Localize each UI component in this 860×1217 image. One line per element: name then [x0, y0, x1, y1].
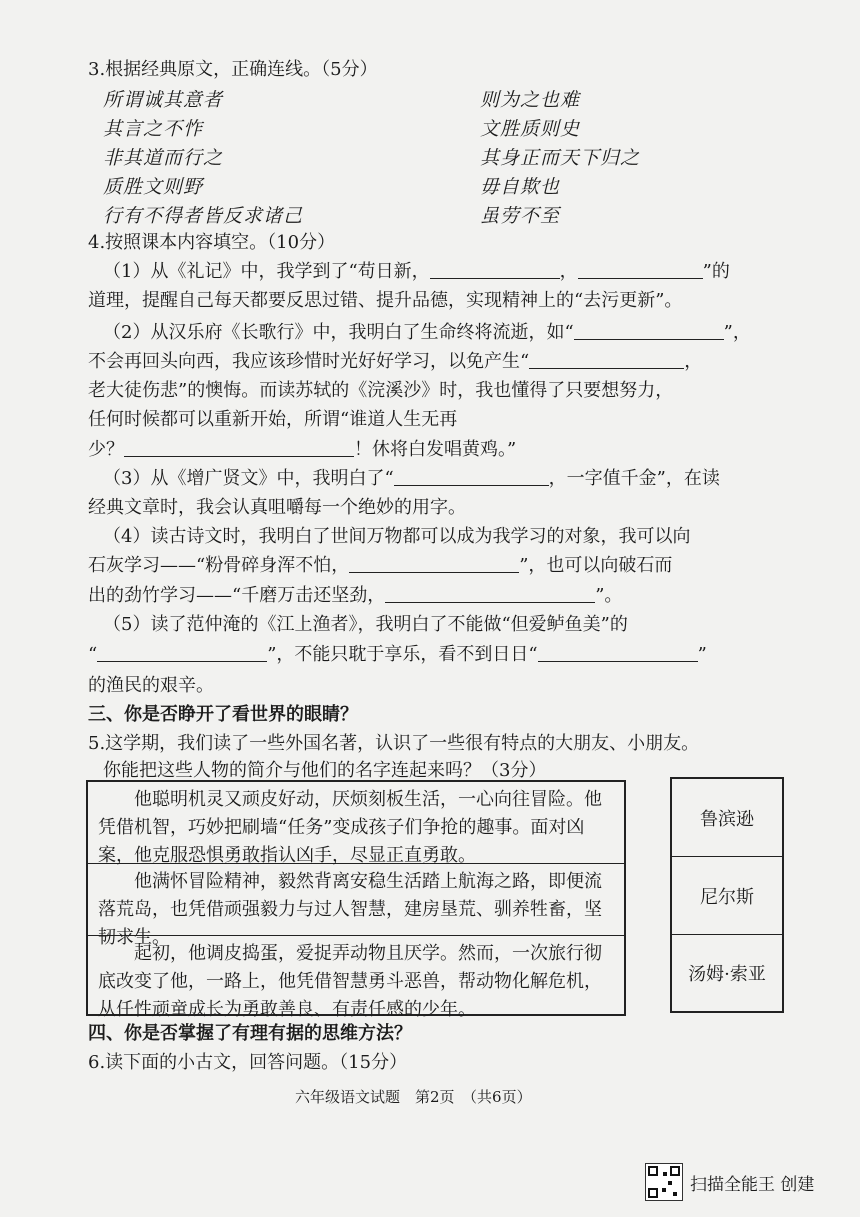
q4-p2-text: ， [684, 351, 703, 372]
q4-p4-line [88, 552, 672, 580]
q4-p2-text: 少？ [88, 439, 124, 460]
q3-right-item: 则为之也难 [480, 89, 581, 111]
q3-left-item: 行有不得者皆反求诸己 [103, 205, 304, 227]
q4-p5-text: ”，不能只耽于享乐，看不到日日“ [267, 644, 538, 665]
q4-p3-line [103, 465, 720, 493]
q6-title: 6.读下面的小古文，回答问题。（15分） [88, 1052, 408, 1073]
q3-right-item: 文胜质则史 [480, 118, 581, 140]
q3-right-item: 其身正而天下归之 [480, 147, 641, 169]
q4-p2-text: ”， [723, 322, 751, 343]
character-name[interactable]: 鲁滨逊 [672, 779, 782, 857]
q4-p5-line [88, 641, 707, 669]
q5-subtitle: 你能把这些人物的简介与他们的名字连起来吗？（3分） [103, 760, 547, 781]
q4-p5-text: “ [88, 644, 98, 665]
character-name[interactable]: 汤姆·索亚 [688, 964, 766, 985]
character-description[interactable] [88, 864, 624, 948]
q4-p5-line: （5）读了范仲淹的《江上渔者》，我明白了不能做“但爱鲈鱼美”的 [103, 614, 628, 635]
answer-blank[interactable] [385, 582, 595, 603]
q4-p2-text: 不会再回头向西，我应该珍惜时光好好学习，以免产生“ [88, 351, 530, 372]
q4-p4-text: 石灰学习——“粉骨碎身浑不怕， [88, 555, 350, 576]
q4-p5-line: 的渔民的艰辛。 [88, 675, 214, 696]
character-description[interactable] [88, 782, 624, 864]
answer-blank[interactable] [538, 641, 698, 662]
q4-p2-text: ！休将白发唱黄鸡。” [354, 439, 517, 460]
q4-p2-text: （2）从汉乐府《长歌行》中，我明白了生命终将流逝，如“ [103, 322, 574, 343]
q4-p4-line: （4）读古诗文时，我明白了世间万物都可以成为我学习的对象，我可以向 [103, 526, 691, 547]
description-text: 他满怀冒险精神，毅然背离安稳生活踏上航海之路，即便流落荒岛，也凭借顽强毅力与过人智慧，建房垦荒、驯养牲畜，坚韧求生。 [98, 871, 602, 948]
answer-blank[interactable] [574, 319, 724, 340]
q3-left-item: 非其道而行之 [103, 147, 224, 169]
character-name[interactable]: 尼尔斯 [672, 857, 782, 935]
answer-blank[interactable] [430, 258, 560, 279]
section-heading: 四、你是否掌握了有理有据的思维方法？ [88, 1023, 412, 1044]
character-name-box [670, 777, 784, 1013]
q3-left-item: 所谓诚其意者 [103, 89, 224, 111]
answer-blank[interactable] [394, 465, 549, 486]
q4-p2-line: 任何时候都可以重新开始，所谓“谁道人生无再 [88, 409, 458, 430]
character-description-box [86, 780, 626, 1020]
q4-p1-line: 道理，提醒自己每天都要反思过错、提升品德，实现精神上的“去污更新”。 [88, 290, 683, 311]
q3-left-item: 质胜文则野 [103, 176, 204, 198]
q3-left-item: 其言之不怍 [103, 118, 204, 140]
answer-blank[interactable] [349, 552, 519, 573]
section-heading: 三、你是否睁开了看世界的眼睛？ [88, 704, 358, 725]
q4-p4-text: ”。 [595, 585, 623, 606]
q4-p1-line [103, 258, 730, 286]
q4-p2-line [103, 319, 751, 347]
q4-p4-text: 出的劲竹学习——“千磨万击还坚劲， [88, 585, 386, 606]
q4-p3-line: 经典文章时，我会认真咀嚼每一个绝妙的用字。 [88, 497, 466, 518]
description-text: 起初，他调皮捣蛋，爱捉弄动物且厌学。然而，一次旅行彻底改变了他，一路上，他凭借智慧勇斗恶兽，帮动物化解危机，从任性顽童成长为勇敢善良、有责任感的少年。 [98, 943, 602, 1020]
answer-blank[interactable] [97, 641, 267, 662]
q4-p3-text: ，一字值千金”，在读 [548, 468, 720, 489]
q4-p3-text: （3）从《增广贤文》中，我明白了“ [103, 468, 394, 489]
scanner-watermark: 扫描全能王 创建 [690, 1175, 815, 1195]
q4-p5-text: ” [697, 644, 707, 665]
answer-blank[interactable] [529, 348, 684, 369]
q4-p2-line: 老大徒伤悲”的懊悔。而读苏轼的《浣溪沙》时，我也懂得了只要想努力， [88, 380, 674, 401]
q3-title: 3.根据经典原文，正确连线。（5分） [88, 59, 378, 80]
q4-p1-text: ， [559, 261, 578, 282]
q4-p4-text: ”，也可以向破石而 [519, 555, 673, 576]
answer-blank[interactable] [578, 258, 703, 279]
qr-code-icon [645, 1163, 683, 1201]
q4-p1-text: （1）从《礼记》中，我学到了“苟日新， [103, 261, 430, 282]
q4-p1-text: ”的 [702, 261, 730, 282]
description-text: 他聪明机灵又顽皮好动，厌烦刻板生活，一心向往冒险。他凭借机智，巧妙把刷墙“任务”变成孩子们争抢的趣事。面对凶案，他克服恐惧勇敢指认凶手，尽显正直勇敢。 [98, 789, 602, 866]
q3-right-item: 虽劳不至 [480, 205, 561, 227]
answer-blank[interactable] [124, 436, 354, 457]
q3-right-item: 毋自欺也 [480, 176, 561, 198]
q4-p2-line [88, 348, 702, 376]
q4-p4-line [88, 582, 622, 610]
character-description[interactable] [88, 936, 624, 1020]
q5-title: 5.这学期，我们读了一些外国名著，认识了一些很有特点的大朋友、小朋友。 [88, 733, 700, 754]
q4-title: 4.按照课本内容填空。（10分） [88, 232, 336, 253]
page-footer: 六年级语文试题 第2页 （共6页） [295, 1088, 532, 1106]
q4-p2-line [88, 436, 516, 464]
